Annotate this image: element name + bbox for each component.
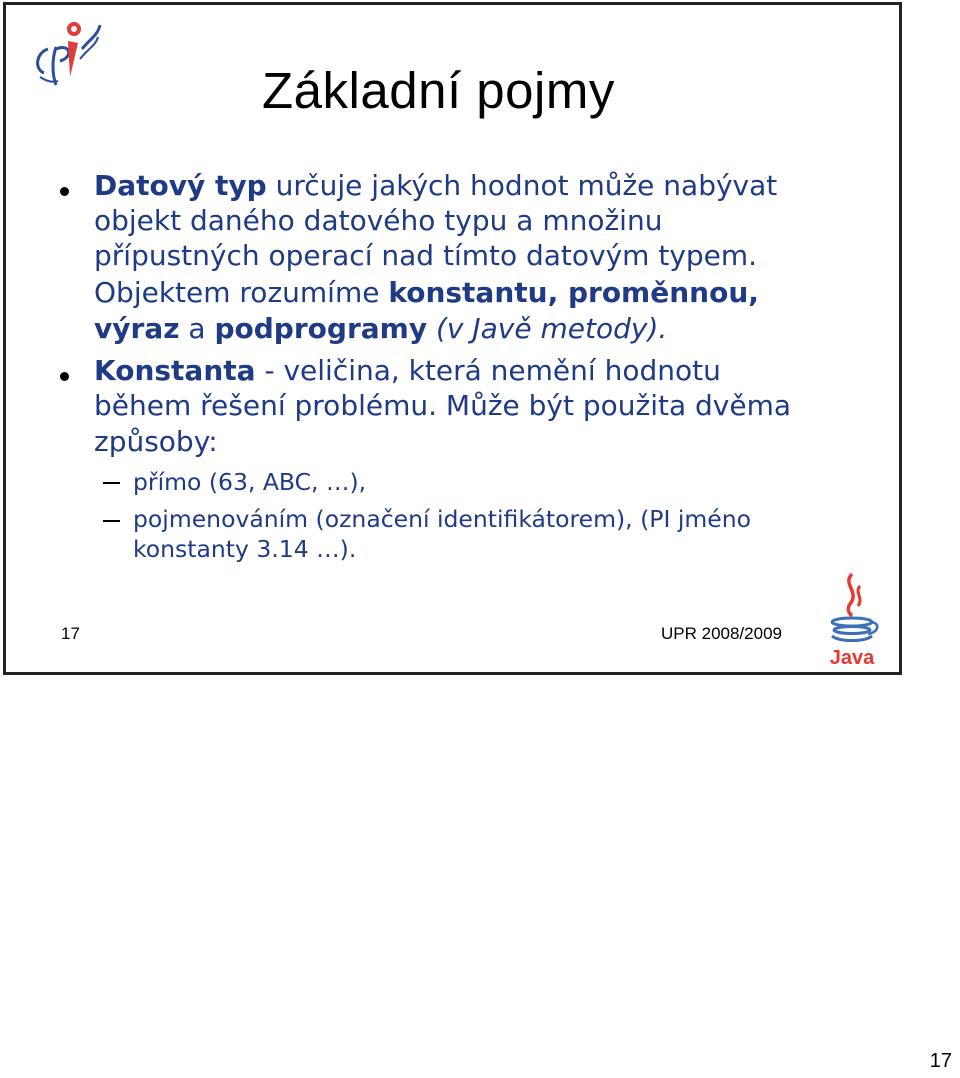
term-vyraz: výraz [94,312,180,345]
bullet-2-line-3: způsoby: [94,425,218,458]
bullet-1-line-4 [94,276,759,309]
bullet-1-line-1 [94,169,778,202]
page-number: 17 [929,1050,952,1072]
bullet-1-line-3: přípustných operací nad tímto datovým typem. [94,239,758,272]
slide [3,2,902,675]
term-datovy-typ: Datový typ [94,169,267,202]
java-logo-text: Java [829,647,875,669]
bullet-2-line-1 [94,354,721,387]
term-konstanta: Konstanta [94,354,256,387]
text-span: Objektem rozumíme [94,276,389,309]
bullet-2-line-2: během řešení problému. Může být použita dvěma [94,389,792,422]
subitem-2-line-2: konstanty 3.14 …). [133,535,357,563]
text-span: - veličina, která nemění hodnotu [255,354,721,387]
sub-dash [103,482,120,484]
java-logo-icon [816,570,886,670]
italic-note: (v Javě metody). [427,312,668,345]
slide-number: 17 [61,624,80,643]
text-span: a [179,312,215,345]
bullet-dot [60,372,69,381]
bullet-dot [60,187,69,196]
bullet-1-line-5 [94,312,668,345]
course-label: UPR 2008/2009 [661,624,782,643]
term-podprogramy: podprogramy [214,312,428,345]
sub-dash [103,520,120,522]
text-span: určuje jakých hodnot může nabývat [266,169,778,202]
bullet-1-line-2: objekt daného datového typu a množinu [94,204,663,237]
slide-title: Základní pojmy [262,62,615,119]
term-konstantu-promennou: konstantu, proměnnou, [388,276,759,309]
subitem-1: přímo (63, ABC, …), [133,468,367,496]
subitem-2-line-1: pojmenováním (označení identifikátorem), (PI jméno [133,505,752,533]
faculty-logo-icon [26,19,104,99]
